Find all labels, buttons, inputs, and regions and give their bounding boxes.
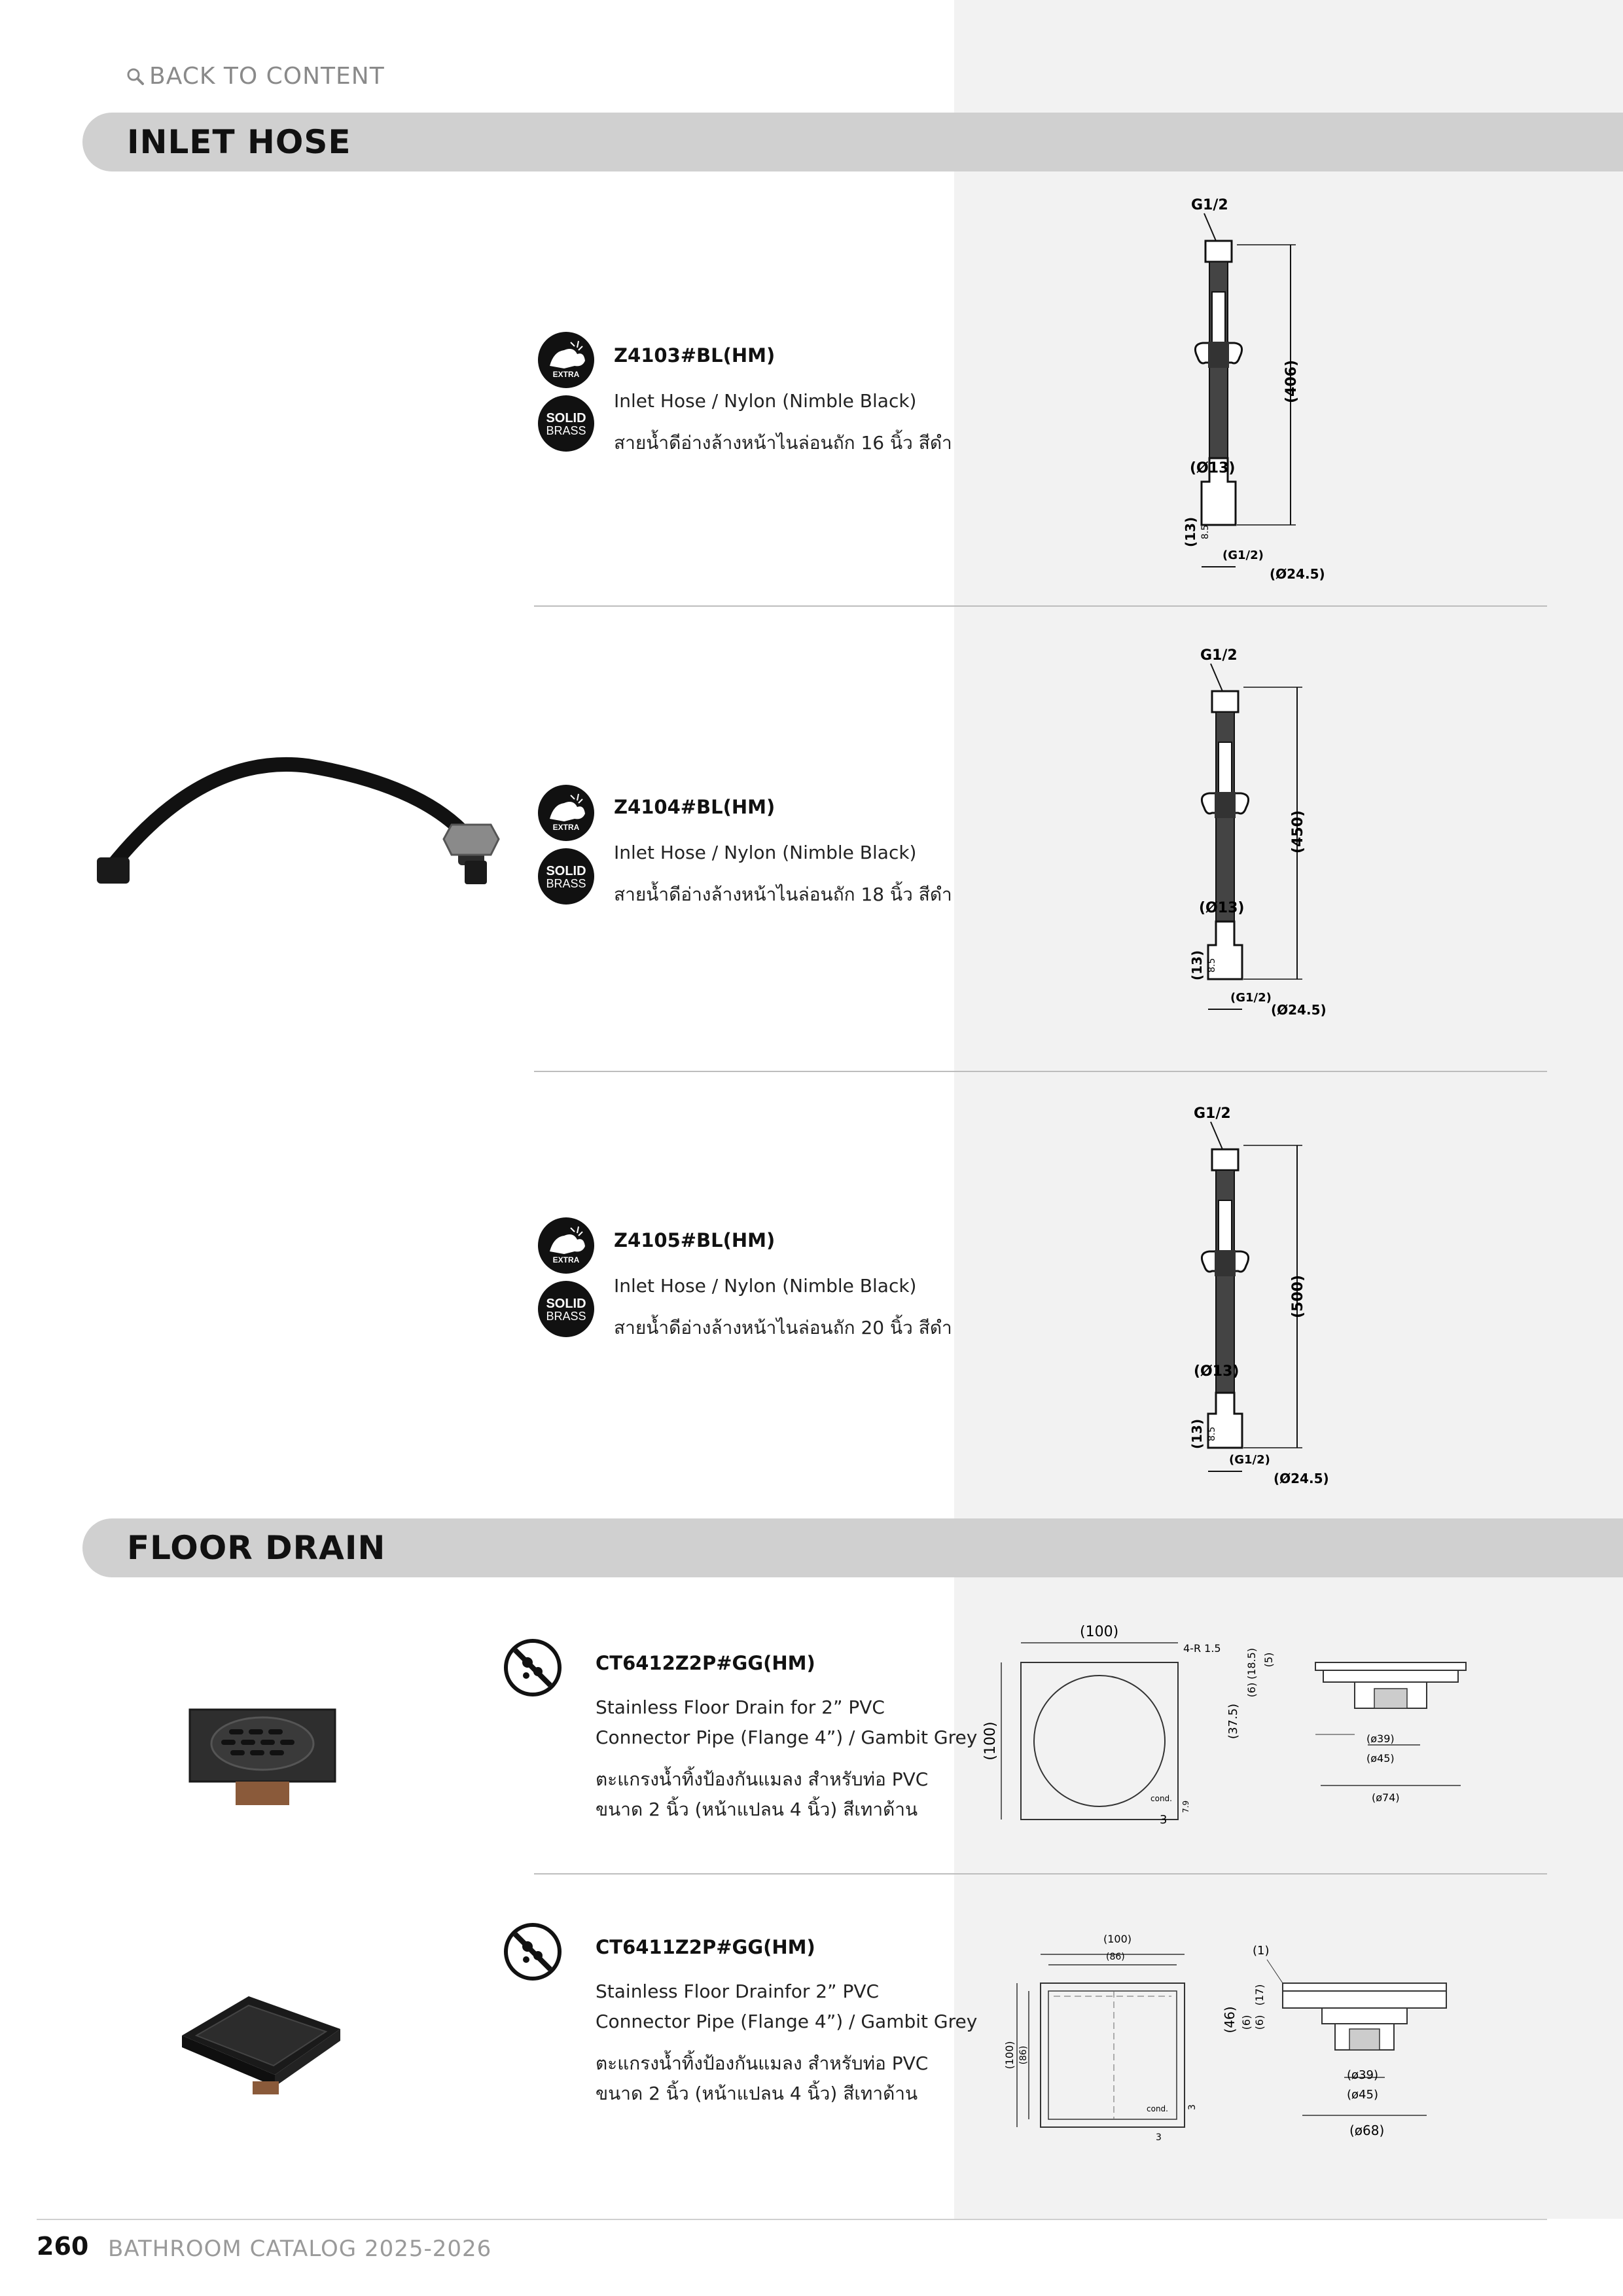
technical-drawing-ct6411z2p	[975, 1924, 1472, 2147]
dim-nut: (Ø24.5)	[1270, 566, 1325, 582]
dim-h85: 8.5	[1207, 1426, 1217, 1441]
product-name-th-line1: ตะแกรงน้ำทิ้งป้องกันแมลง สำหรับท่อ PVC	[596, 1768, 929, 1790]
dim-3a: 3	[1187, 2104, 1198, 2110]
product-info-z4103	[614, 344, 952, 458]
dim-37-5: (37.5)	[1226, 1703, 1240, 1740]
dim-top: G1/2	[1191, 197, 1228, 213]
catalog-title: BATHROOM CATALOG 2025-2026	[108, 2236, 492, 2262]
product-name-en: Inlet Hose / Nylon (Nimble Black)	[614, 390, 917, 412]
brass-label: BRASS	[546, 877, 586, 890]
dim-nut: (Ø24.5)	[1274, 1471, 1329, 1486]
dim-hose: (Ø13)	[1194, 1363, 1240, 1380]
product-name-th-line2: ขนาด 2 นิ้ว (หน้าแปลน 4 นิ้ว) สีเทาด้าน	[596, 2083, 918, 2104]
dim-cond: cond.	[1150, 1794, 1172, 1803]
brass-label: BRASS	[546, 424, 586, 437]
product-code: Z4103#BL(HM)	[614, 344, 776, 367]
product-info-z4105	[614, 1229, 952, 1343]
dim-39: (ø39)	[1366, 1732, 1395, 1745]
section-bar-inlet-hose	[82, 113, 1623, 171]
divider	[534, 605, 1547, 607]
dim-h13: (13)	[1189, 950, 1205, 980]
technical-drawing-ct6412z2p	[975, 1617, 1486, 1839]
extra-label: EXTRA	[552, 823, 580, 832]
product-code: Z4105#BL(HM)	[614, 1229, 776, 1251]
solid-brass-badge	[538, 395, 594, 452]
dim-17: (17)	[1253, 1984, 1266, 2006]
product-photo-floor-drain-round	[183, 1695, 380, 1820]
product-info-z4104	[614, 796, 952, 910]
extra-label: EXTRA	[552, 370, 580, 379]
product-info-ct6412z2p	[596, 1652, 977, 1825]
section-title-floor-drain: FLOOR DRAIN	[127, 1529, 386, 1567]
solid-brass-badge	[538, 848, 594, 905]
dim-height: (100)	[982, 1721, 999, 1761]
dim-width: (100)	[1080, 1624, 1119, 1640]
dim-39: (ø39)	[1347, 2068, 1378, 2082]
product-name-en-line1: Stainless Floor Drainfor 2” PVC	[596, 1981, 880, 2002]
dim-h85: 8.5	[1207, 958, 1217, 973]
page-number: 260	[37, 2232, 89, 2261]
product-photo-floor-drain-square	[177, 1990, 360, 2101]
dim-6: (6)	[1245, 1682, 1258, 1698]
product-code: CT6412Z2P#GG(HM)	[596, 1652, 815, 1674]
divider	[534, 1873, 1547, 1874]
product-name-en: Inlet Hose / Nylon (Nimble Black)	[614, 1275, 917, 1297]
dim-45: (ø45)	[1366, 1752, 1395, 1765]
anti-insect-icon	[508, 1643, 558, 1693]
section-bar-floor-drain	[82, 1518, 1623, 1577]
back-to-content-label: BACK TO CONTENT	[149, 63, 385, 90]
dim-outer-height: (100)	[1003, 2041, 1016, 2070]
dim-68: (ø68)	[1349, 2123, 1385, 2138]
dim-18-5: (18.5)	[1245, 1647, 1258, 1680]
dim-bottom: (G1/2)	[1222, 548, 1264, 562]
product-name-th: สายน้ำดีอ่างล้างหน้าไนล่อนถัก 20 นิ้ว สีดำ	[614, 1317, 952, 1338]
solid-label: SOLID	[546, 411, 586, 425]
dim-length: (450)	[1290, 810, 1306, 853]
extra-strong-badge	[538, 785, 594, 841]
dim-74: (ø74)	[1372, 1791, 1400, 1804]
product-name-en-line2: Connector Pipe (Flange 4”) / Gambit Grey	[596, 2011, 978, 2032]
solid-label: SOLID	[546, 1297, 586, 1311]
anti-insect-badge	[504, 1923, 562, 1981]
dim-7-9: 7.9	[1181, 1800, 1190, 1813]
dim-45: (ø45)	[1347, 2088, 1378, 2102]
product-name-en: Inlet Hose / Nylon (Nimble Black)	[614, 842, 917, 863]
anti-insect-badge	[504, 1639, 562, 1696]
product-code: CT6411Z2P#GG(HM)	[596, 1936, 815, 1958]
dim-hose: (Ø13)	[1199, 900, 1245, 916]
dim-h85: 8.5	[1200, 524, 1211, 539]
extra-label: EXTRA	[552, 1255, 580, 1265]
technical-drawing-z4105	[1178, 1102, 1348, 1498]
dim-hose: (Ø13)	[1190, 460, 1236, 476]
dim-3: 3	[1160, 1813, 1168, 1827]
technical-drawing-z4103	[1171, 194, 1342, 589]
solid-label: SOLID	[546, 864, 586, 878]
product-name-en-line1: Stainless Floor Drain for 2” PVC	[596, 1696, 885, 1718]
dim-inner-width: (86)	[1106, 1952, 1125, 1962]
dim-h13: (13)	[1183, 516, 1198, 547]
product-name-en-line2: Connector Pipe (Flange 4”) / Gambit Grey	[596, 1727, 978, 1748]
product-info-ct6411z2p	[596, 1936, 977, 2109]
section-title-inlet-hose: INLET HOSE	[127, 123, 351, 161]
dim-bottom: (G1/2)	[1229, 1453, 1270, 1467]
product-name-th-line1: ตะแกรงน้ำทิ้งป้องกันแมลง สำหรับท่อ PVC	[596, 2053, 929, 2074]
anti-insect-icon	[508, 1927, 558, 1977]
extra-strong-badge	[538, 1217, 594, 1274]
dim-radius: 4-R 1.5	[1183, 1642, 1221, 1655]
dim-cond: cond.	[1147, 2104, 1168, 2113]
product-name-th: สายน้ำดีอ่างล้างหน้าไนล่อนถัก 16 นิ้ว สีดำ	[614, 432, 952, 454]
search-icon	[126, 67, 145, 86]
arm-icon	[538, 1217, 594, 1274]
dim-46: (46)	[1222, 2006, 1238, 2034]
dim-top: G1/2	[1200, 647, 1238, 664]
product-name-th-line2: ขนาด 2 นิ้ว (หน้าแปลน 4 นิ้ว) สีเทาด้าน	[596, 1799, 918, 1820]
technical-drawing-z4104	[1178, 644, 1348, 1039]
solid-brass-badge	[538, 1281, 594, 1337]
dim-length: (406)	[1283, 359, 1300, 403]
dim-1: (1)	[1253, 1944, 1270, 1958]
dim-5: (5)	[1262, 1652, 1275, 1668]
dim-top: G1/2	[1194, 1105, 1231, 1122]
dim-6b: (6)	[1253, 2015, 1266, 2030]
arm-icon	[538, 785, 594, 841]
product-photo-inlet-hose	[85, 726, 517, 897]
back-to-content-link[interactable]	[126, 63, 385, 90]
footer-divider	[37, 2219, 1547, 2220]
extra-strong-badge	[538, 332, 594, 388]
dim-6a: (6)	[1240, 2015, 1253, 2030]
brass-label: BRASS	[546, 1310, 586, 1323]
dim-inner-height: (86)	[1018, 2045, 1029, 2065]
dim-length: (500)	[1290, 1274, 1306, 1318]
dim-bottom: (G1/2)	[1230, 991, 1272, 1005]
product-name-th: สายน้ำดีอ่างล้างหน้าไนล่อนถัก 18 นิ้ว สีดำ	[614, 884, 952, 905]
product-code: Z4104#BL(HM)	[614, 796, 776, 818]
dim-nut: (Ø24.5)	[1271, 1002, 1327, 1018]
dim-outer-width: (100)	[1103, 1933, 1132, 1945]
dim-3b: 3	[1156, 2132, 1162, 2143]
dim-h13: (13)	[1189, 1418, 1205, 1449]
divider	[534, 1071, 1547, 1072]
arm-icon	[538, 332, 594, 388]
